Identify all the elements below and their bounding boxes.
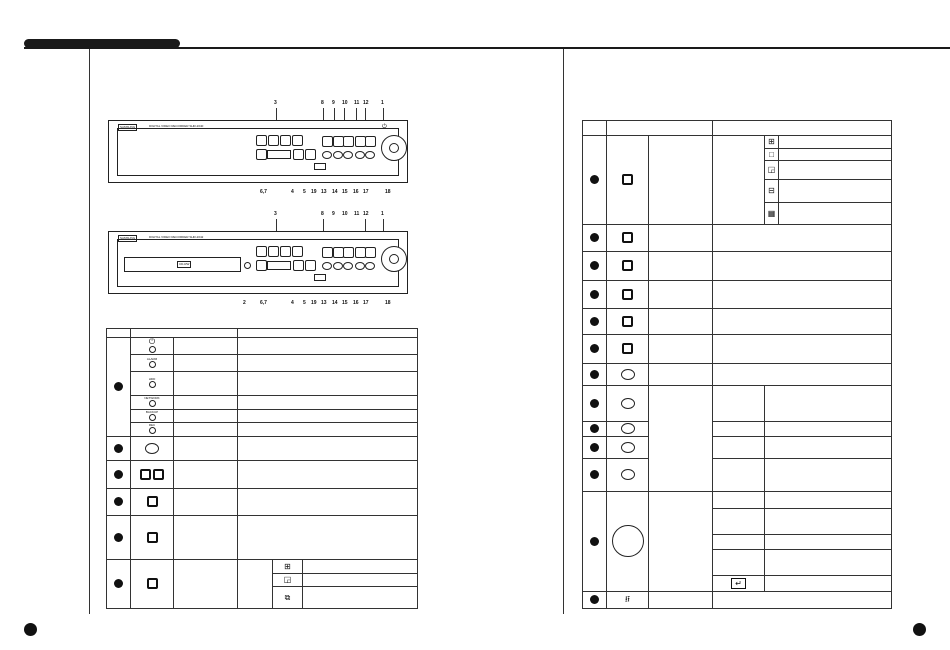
front-panel-diagram-bottom [108, 211, 418, 311]
callout-3: 3 [274, 100, 277, 106]
callout-1: 1 [381, 100, 384, 106]
single-screen-icon: □ [769, 149, 774, 159]
callout-8: 8 [321, 211, 324, 217]
front-panel-diagram-top [108, 100, 418, 200]
callout-14: 14 [332, 189, 338, 195]
dvr-chassis: SAMSUNG DIGITAL VIDEO RECORDER SHR-2040 ⏻ [108, 120, 408, 183]
callout-10: 10 [342, 211, 348, 217]
brand-logo: SAMSUNG [120, 125, 136, 129]
nine-split-icon: ▦ [767, 208, 776, 218]
square-button-icon [153, 469, 164, 480]
alarm-led [149, 361, 156, 368]
square-button-icon [622, 260, 633, 271]
left-function-table [106, 328, 418, 609]
callout-3: 3 [274, 211, 277, 217]
play-pause-button-icon [621, 442, 635, 453]
six-split-icon: ⊟ [768, 186, 775, 195]
square-button-icon [622, 316, 633, 327]
callout-15: 15 [342, 300, 348, 306]
callout-4: 4 [291, 300, 294, 306]
callout-12: 12 [363, 211, 369, 217]
square-button-icon [147, 496, 158, 507]
brand-logo: SAMSUNG [120, 236, 136, 240]
callout-11: 11 [354, 100, 360, 106]
enter-icon: ↵ [731, 578, 746, 589]
alarm-led-label: ALARM [146, 356, 158, 361]
forward-button-icon [621, 469, 635, 480]
callout-10: 10 [342, 100, 348, 106]
callout-16: 16 [353, 300, 359, 306]
section-marker-icon [114, 382, 123, 391]
stop-button-icon [621, 423, 635, 434]
callout-18: 18 [385, 300, 391, 306]
header-rule [24, 47, 950, 49]
rec-led-label: REC [148, 423, 156, 427]
callout-2: 2 [243, 300, 246, 306]
power-icon: ⏻ [148, 337, 156, 346]
rec-led [149, 427, 156, 434]
pip-icon: ◲ [283, 575, 292, 584]
square-button-icon [622, 232, 633, 243]
disc-tray [124, 257, 241, 272]
eject-button-icon [145, 443, 159, 454]
callout-9: 9 [332, 100, 335, 106]
callout-5: 5 [303, 189, 306, 195]
right-function-table [582, 120, 892, 609]
callout-14: 14 [332, 300, 338, 306]
callout-5: 5 [303, 300, 306, 306]
callout-11: 11 [354, 211, 360, 217]
search-button-icon [621, 398, 635, 409]
callout-12: 12 [363, 100, 369, 106]
backup-led-label: BACKUP [145, 409, 159, 414]
center-divider [563, 49, 564, 614]
callout-17: 17 [363, 300, 369, 306]
callout-19: 19 [311, 300, 317, 306]
left-margin-rule [89, 49, 90, 614]
dvr-chassis [108, 231, 408, 294]
callout-13: 13 [321, 300, 327, 306]
jog-shuttle-icon [612, 525, 644, 557]
callout-8: 8 [321, 100, 324, 106]
callout-1: 1 [381, 211, 384, 217]
callout-6-7: 6,7 [260, 300, 267, 306]
power-led [149, 346, 156, 353]
callout-6-7: 6,7 [260, 189, 267, 195]
page-number-dot-left [24, 623, 37, 636]
callout-17: 17 [363, 189, 369, 195]
disc-logo: CD-RW [179, 262, 190, 266]
callout-18: 18 [385, 189, 391, 195]
model-text: DIGITAL VIDEO RECORDER SHR-2040 [149, 124, 204, 128]
network-led-label: NETWORK [144, 396, 160, 400]
page-number-dot-right [913, 623, 926, 636]
pip-icon: ◲ [767, 165, 776, 174]
usb-icon: ⭿ [624, 595, 631, 604]
callout-13: 13 [321, 189, 327, 195]
callout-9: 9 [332, 211, 335, 217]
quad-split-icon: ⊞ [284, 561, 291, 571]
quad-split-icon: ⊞ [768, 137, 775, 146]
square-button-icon [140, 469, 151, 480]
square-button-icon [622, 289, 633, 300]
square-button-icon [622, 343, 633, 354]
hdd-led [149, 381, 156, 388]
backup-led [149, 414, 156, 421]
model-text: DIGITAL VIDEO RECORDER SHR-2042 [149, 235, 204, 239]
square-button-icon [147, 532, 158, 543]
callout-4: 4 [291, 189, 294, 195]
callout-19: 19 [311, 189, 317, 195]
callout-15: 15 [342, 189, 348, 195]
square-button-icon [622, 174, 633, 185]
square-button-icon [147, 578, 158, 589]
hdd-led-label: HDD [148, 377, 156, 381]
rewind-button-icon [621, 369, 635, 380]
callout-16: 16 [353, 189, 359, 195]
network-led [149, 400, 156, 407]
sequence-icon: ⧉ [284, 592, 291, 602]
